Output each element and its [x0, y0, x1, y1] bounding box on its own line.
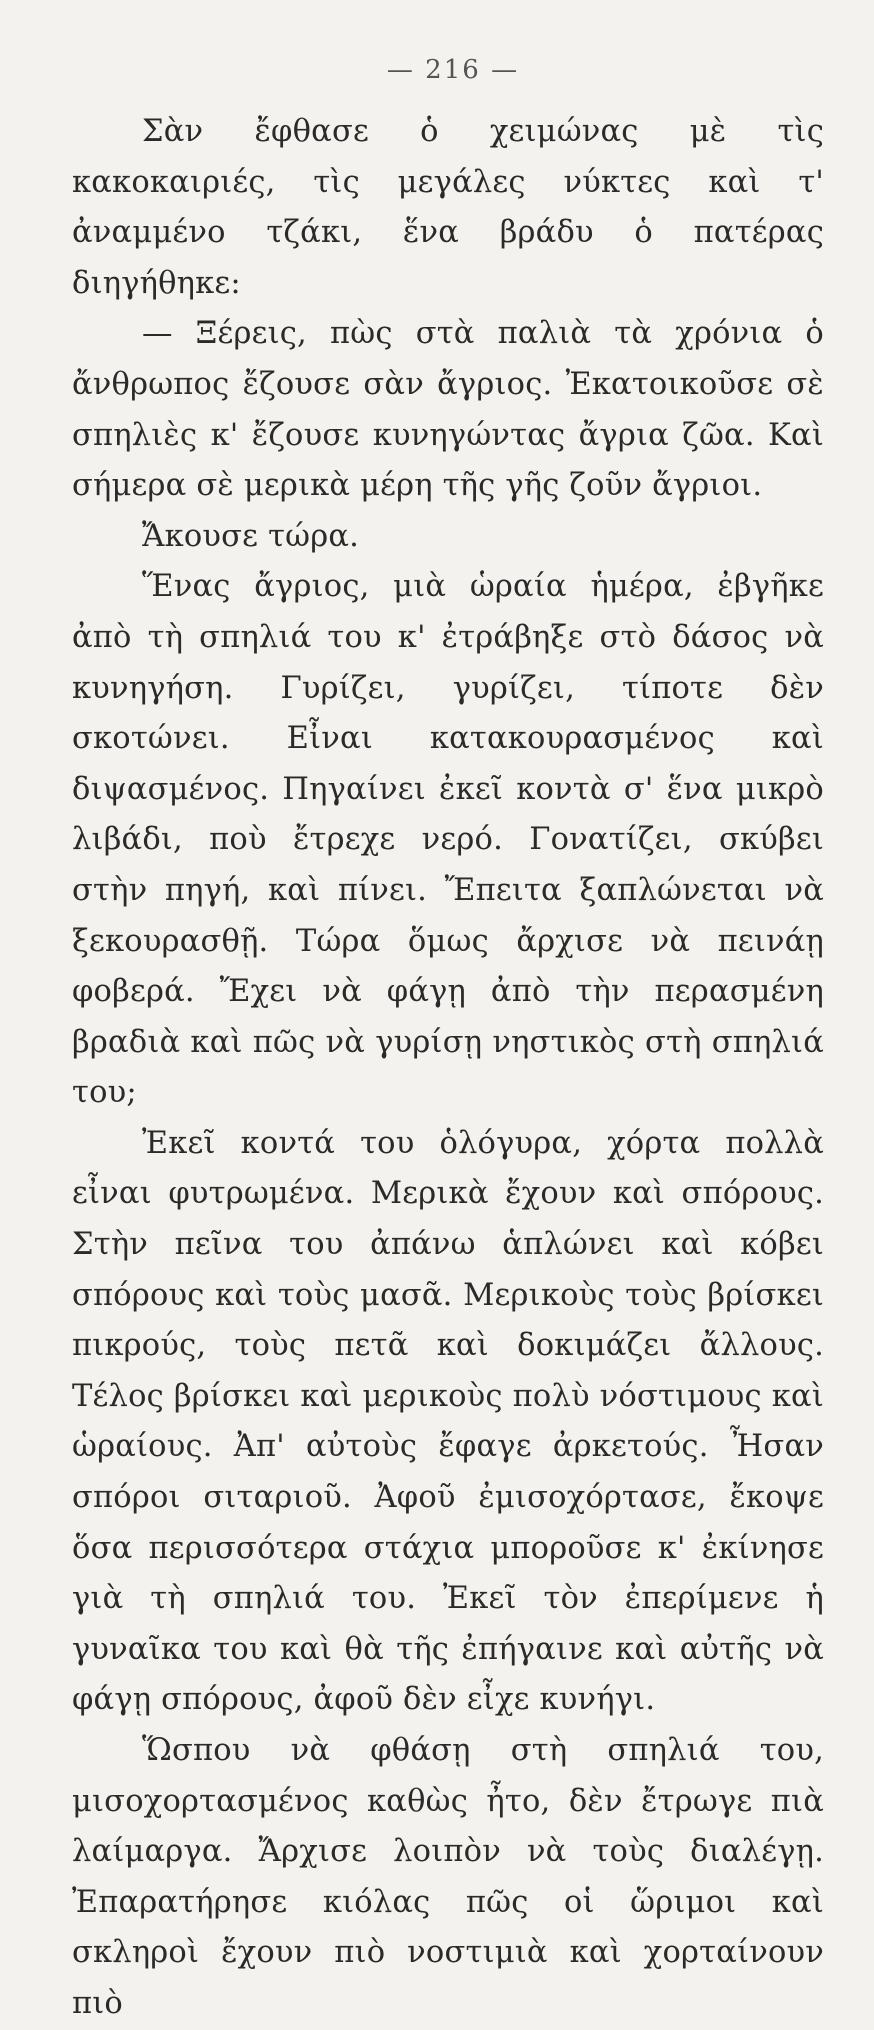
page-number: — 216 —: [386, 55, 520, 85]
paragraph-4: Ἕνας ἄγριος, μιὰ ὡραία ἡμέρα, ἐβγῆκε ἀπὸ τὴ σπηλιά του κ' ἐτράβηξε στὸ δάσος νὰ κυνηγήση. Γυρίζει, γυρίζει, τίποτε δὲν σκοτώνει. Εἶναι κατακουρασμένος καὶ διψασμένος. Πηγαίνει ἐκεῖ κοντὰ σ' ἕνα μικρὸ λιβάδι, ποὺ ἔτρεχε νερό. Γονατίζει, σκύβει στὴν πηγή, καὶ πίνει. Ἔπειτα ξαπλώνεται νὰ ξεκουρασθῇ. Τώρα ὅμως ἄρχισε νὰ πεινάῃ φοβερά. Ἔχει νὰ φάγῃ ἀπὸ τὴν περασμένη βραδιὰ καὶ πῶς νὰ γυρίσῃ νηστικὸς στὴ σπηλιά του;: [72, 569, 824, 1111]
paragraph-2: — Ξέρεις, πὼς στὰ παλιὰ τὰ χρόνια ὁ ἄνθρωπος ἔζουσε σὰν ἄγριος. Ἐκατοικοῦσε σὲ σπηλιὲς κ' ἔζουσε κυνηγώντας ἄγρια ζῶα. Καὶ σήμερα σὲ μερικὰ μέρη τῆς γῆς ζοῦν ἄγριοι.: [72, 316, 824, 504]
paragraph-1: Σὰν ἔφθασε ὁ χειμώνας μὲ τὶς κακοκαιριές, τὶς μεγάλες νύκτες καὶ τ' ἀναμμένο τζάκι, ἕνα βράδυ ὁ πατέρας διηγήθηκε:: [72, 114, 824, 301]
paragraph-6: Ὥσπου νὰ φθάσῃ στὴ σπηλιά του, μισοχορτασμένος καθὼς ἦτο, δὲν ἔτρωγε πιὰ λαίμαργα. Ἄρχισε λοιπὸν νὰ τοὺς διαλέγῃ. Ἐπαρατήρησε κιόλας πῶς οἱ ὥριμοι καὶ σκληροὶ ἔχουν πιὸ νοστιμιὰ καὶ χορταίνουν πιὸ: [72, 1733, 824, 2021]
paragraph-5: Ἐκεῖ κοντά του ὁλόγυρα, χόρτα πολλὰ εἶναι φυτρωμένα. Μερικὰ ἔχουν καὶ σπόρους. Στὴν πεῖνα του ἀπάνω ἁπλώνει καὶ κόβει σπόρους καὶ τοὺς μασᾶ. Μερικοὺς τοὺς βρίσκει πικρούς, τοὺς πετᾶ καὶ δοκιμάζει ἄλλους. Τέλος βρίσκει καὶ μερικοὺς πολὺ νόστιμους καὶ ὡραίους. Ἀπ' αὐτοὺς ἔφαγε ἀρκετούς. Ἦσαν σπόροι σιταριοῦ. Ἀφοῦ ἐμισοχόρτασε, ἔκοψε ὅσα περισσότερα στάχια μποροῦσε κ' ἐκίνησε γιὰ τὴ σπηλιά του. Ἐκεῖ τὸν ἐπερίμενε ἡ γυναῖκα του καὶ θὰ τῆς ἐπήγαινε καὶ αὐτῆς νὰ φάγῃ σπόρους, ἀφοῦ δὲν εἶχε κυνήγι.: [72, 1125, 824, 1718]
paragraph-3: Ἄκουσε τώρα.: [142, 518, 360, 554]
